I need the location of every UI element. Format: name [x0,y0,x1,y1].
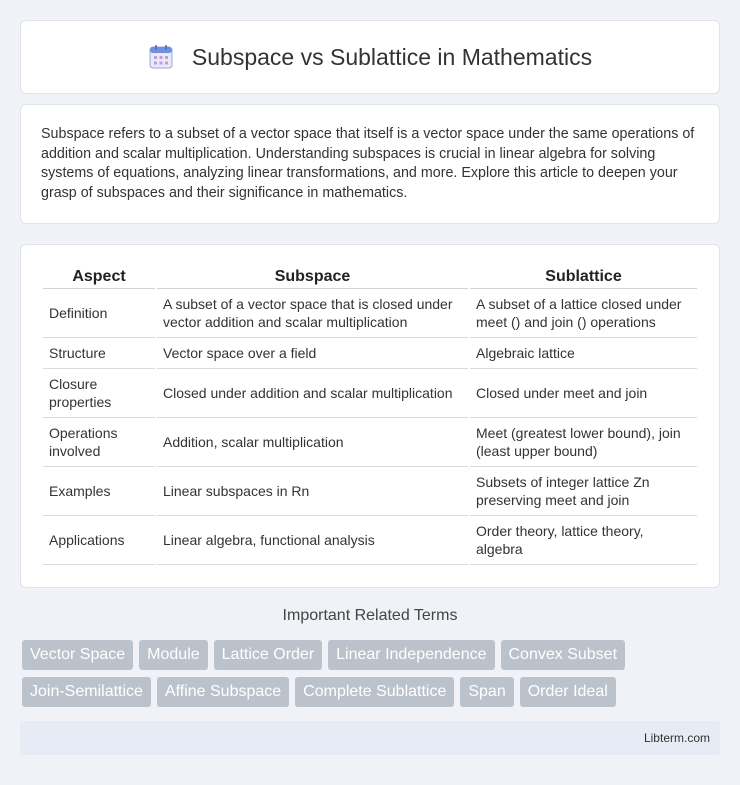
header-sublattice: Sublattice [470,267,697,289]
table-row [43,418,697,467]
cell-aspect: Operations involved [43,418,155,467]
tag-lattice-order[interactable]: Lattice Order [214,640,322,670]
cell-aspect: Structure [43,338,155,369]
table-row [43,516,697,565]
tag-module[interactable]: Module [139,640,207,670]
tag-linear-independence[interactable]: Linear Independence [328,640,494,670]
intro-text: Subspace refers to a subset of a vector space that itself is a vector space under the same operations of addition and scalar multiplication. Understanding subspaces is crucial in linear algebra for solving systems of equations, analyzing linear transformations, and more. Explore this article to deepen your grasp of subspaces and their significance in mathematics. [41,126,695,201]
tag-vector-space[interactable]: Vector Space [22,640,133,670]
table-row [43,289,697,338]
cell-aspect: Applications [43,516,155,565]
cell-sublattice: Algebraic lattice [470,338,697,369]
comparison-table [41,267,699,565]
cell-sublattice: Order theory, lattice theory, algebra [470,516,697,565]
cell-subspace: Closed under addition and scalar multiplication [157,369,468,418]
table-header-row [43,267,697,289]
cell-sublattice: Meet (greatest lower bound), join (least upper bound) [470,418,697,467]
related-terms-list [22,640,722,707]
table-row [43,369,697,418]
tag-convex-subset[interactable]: Convex Subset [501,640,626,670]
tag-affine-subspace[interactable]: Affine Subspace [157,677,289,707]
cell-subspace: A subset of a vector space that is closed under vector addition and scalar multiplication [157,289,468,338]
related-terms-title: Important Related Terms [282,607,458,624]
footer [20,721,720,755]
cell-aspect: Closure properties [43,369,155,418]
cell-subspace: Linear algebra, functional analysis [157,516,468,565]
cell-sublattice: Subsets of integer lattice Zn preserving meet and join [470,467,697,516]
header-subspace: Subspace [157,267,468,289]
cell-subspace: Addition, scalar multiplication [157,418,468,467]
cell-subspace: Vector space over a field [157,338,468,369]
comparison-card [20,244,720,588]
tag-complete-sublattice[interactable]: Complete Sublattice [295,677,454,707]
table-row [43,338,697,369]
intro-card [20,104,720,224]
cell-subspace: Linear subspaces in Rn [157,467,468,516]
cell-aspect: Definition [43,289,155,338]
cell-sublattice: Closed under meet and join [470,369,697,418]
table-row [43,467,697,516]
cell-sublattice: A subset of a lattice closed under meet () and join () operations [470,289,697,338]
header-aspect: Aspect [43,267,155,289]
header-card [20,20,720,94]
tag-order-ideal[interactable]: Order Ideal [520,677,616,707]
cell-aspect: Examples [43,467,155,516]
tag-join-semilattice[interactable]: Join-Semilattice [22,677,151,707]
calendar-icon [148,44,174,70]
tag-span[interactable]: Span [460,677,513,707]
footer-link[interactable]: Libterm.com [643,731,710,745]
page-title: Subspace vs Sublattice in Mathematics [191,43,593,70]
